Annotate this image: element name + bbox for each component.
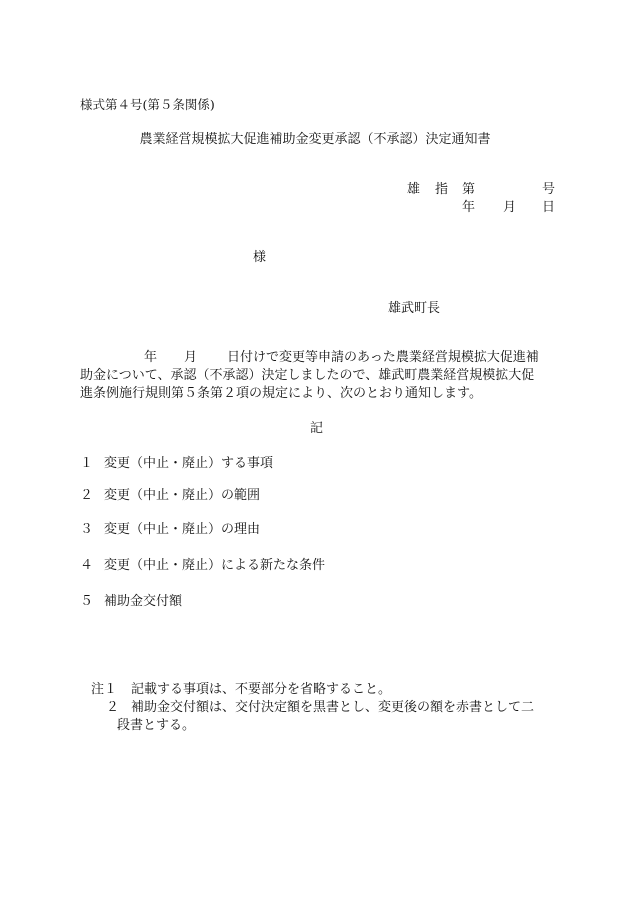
item-text: 変更（中止・廃止）する事項 [104,456,274,471]
list-item [80,487,260,505]
body-line-2: 助金について、承認（不承認）決定しましたので、雄武町農業経営規模拡大促 [80,368,535,383]
body-year-label: 年 [144,350,158,365]
note-label: 注１ [91,682,118,697]
note-text: 記載する事項は、不要部分を省略すること。 [131,682,392,697]
date-month-label: 月 [503,200,517,215]
list-item [80,521,260,539]
ki-heading: 記 [310,421,324,436]
item-text: 変更（中止・廃止）の理由 [104,522,261,537]
note-2-continuation: 段書とする。 [117,718,196,733]
list-item [80,455,273,473]
reference-prefix-1: 雄 [407,182,421,197]
list-item [80,593,182,611]
list-item [80,557,325,575]
recipient-honorific: 様 [253,250,267,265]
document-title: 農業経営規模拡大促進補助金変更承認（不承認）決定通知書 [139,132,491,147]
item-number: ２ [80,488,94,503]
item-number: ５ [80,594,94,609]
item-number: １ [80,456,94,471]
reference-prefix-2: 指 [435,182,449,197]
note-label: ２ [106,700,120,715]
item-text: 変更（中止・廃止）による新たな条件 [104,558,326,573]
note-text: 補助金交付額は、交付決定額を黒書とし、変更後の額を赤書として二 [131,700,535,715]
item-number: ３ [80,522,94,537]
form-number: 様式第４号(第５条関係) [80,97,215,112]
reference-go: 号 [542,182,556,197]
item-number: ４ [80,558,94,573]
date-year-label: 年 [462,200,476,215]
body-month-label: 月 [184,350,198,365]
item-text: 補助金交付額 [104,594,183,609]
reference-dai: 第 [462,182,476,197]
date-day-label: 日 [542,200,556,215]
note-2 [106,699,534,717]
issuer-name: 雄武町長 [388,301,441,316]
body-line-1-text: 日付けで変更等申請のあった農業経営規模拡大促進補 [227,350,539,365]
body-line-3: 進条例施行規則第５条第２項の規定により、次のとおり通知します。 [80,386,482,401]
item-text: 変更（中止・廃止）の範囲 [104,488,261,503]
note-1 [91,681,391,699]
